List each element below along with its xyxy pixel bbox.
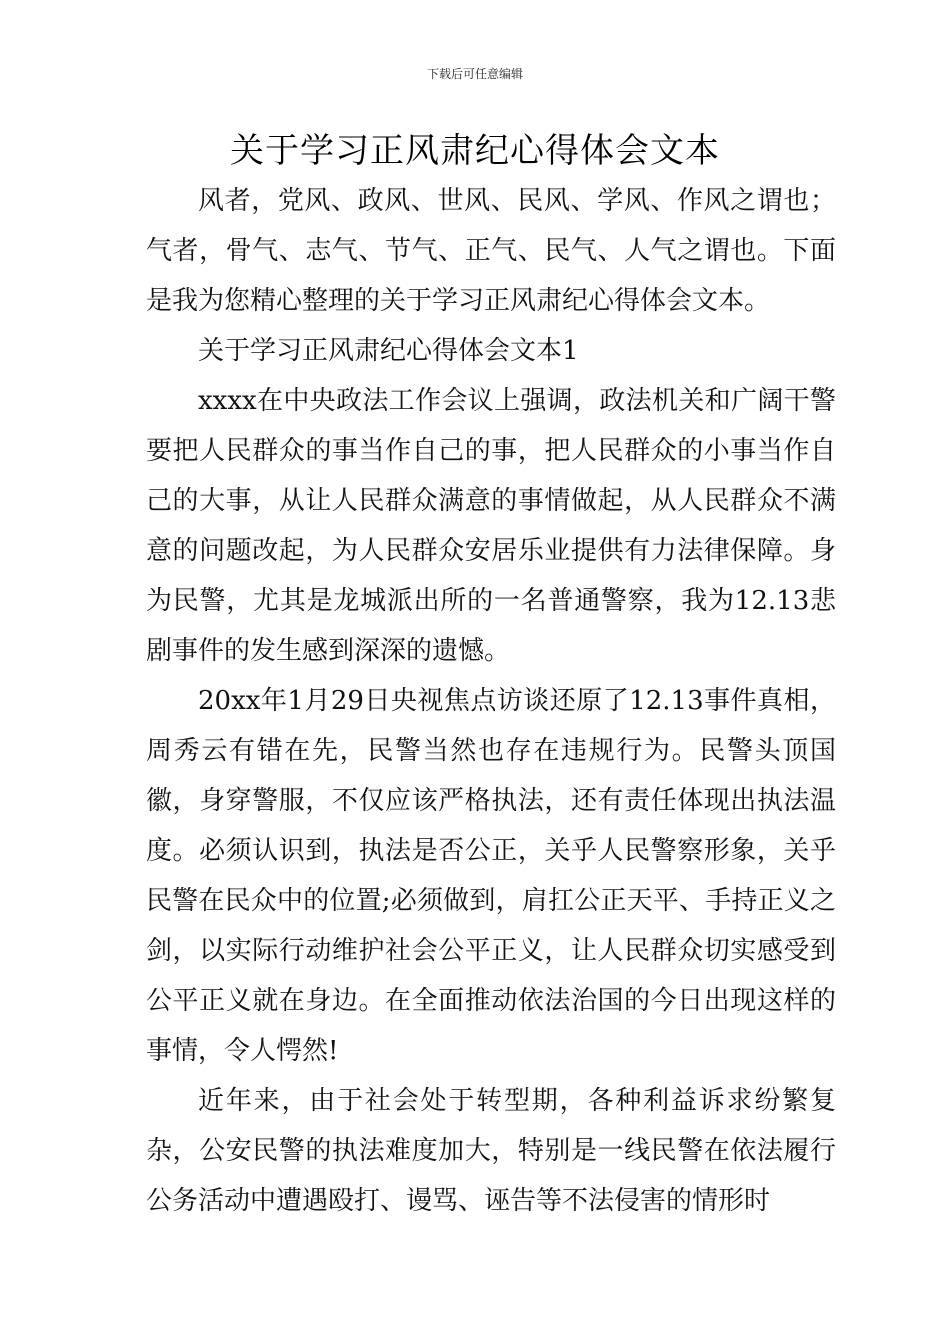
document-body — [146, 176, 836, 1226]
section-heading: 关于学习正风肃纪心得体会文本1 — [198, 336, 579, 366]
paragraph-2: 20xx年1月29日央视焦点访谈还原了12.13事件真相，周秀云有错在先，民警当然也存在违规行为。民警头顶国徽，身穿警服，不仅应该严格执法，还有责任体现出执法温度。必须认识到，执法是否公正，关乎人民警察形象，关乎民警在民众中的位置;必须做到，肩扛公正天平、手持正义之剑，以实际行动维护社会公平正义，让人民群众切实感受到公平正义就在身边。在全面推动依法治国的今日出现这样的事情，令人愕然! — [146, 686, 836, 1066]
paragraph-1: xxxx在中央政法工作会议上强调，政法机关和广阔干警要把人民群众的事当作自己的事，把人民群众的小事当作自己的大事，从让人民群众满意的事情做起，从人民群众不满意的问题改起，为人民群众安居乐业提供有力法律保障。身为民警，尤其是龙城派出所的一名普通警察，我为12.13悲剧事件的发生感到深深的遗憾。 — [146, 386, 836, 666]
header-note: 下载后可任意编辑 — [426, 67, 523, 81]
paragraph-intro: 风者，党风、政风、世风、民风、学风、作风之谓也；气者，骨气、志气、节气、正气、民气、人气之谓也。下面是我为您精心整理的关于学习正风肃纪心得体会文本。 — [146, 186, 836, 316]
document-title: 关于学习正风肃纪心得体会文本 — [230, 131, 720, 171]
paragraph-3: 近年来，由于社会处于转型期，各种利益诉求纷繁复杂，公安民警的执法难度加大，特别是一线民警在依法履行公务活动中遭遇殴打、谩骂、诬告等不法侵害的情形时 — [146, 1086, 836, 1216]
